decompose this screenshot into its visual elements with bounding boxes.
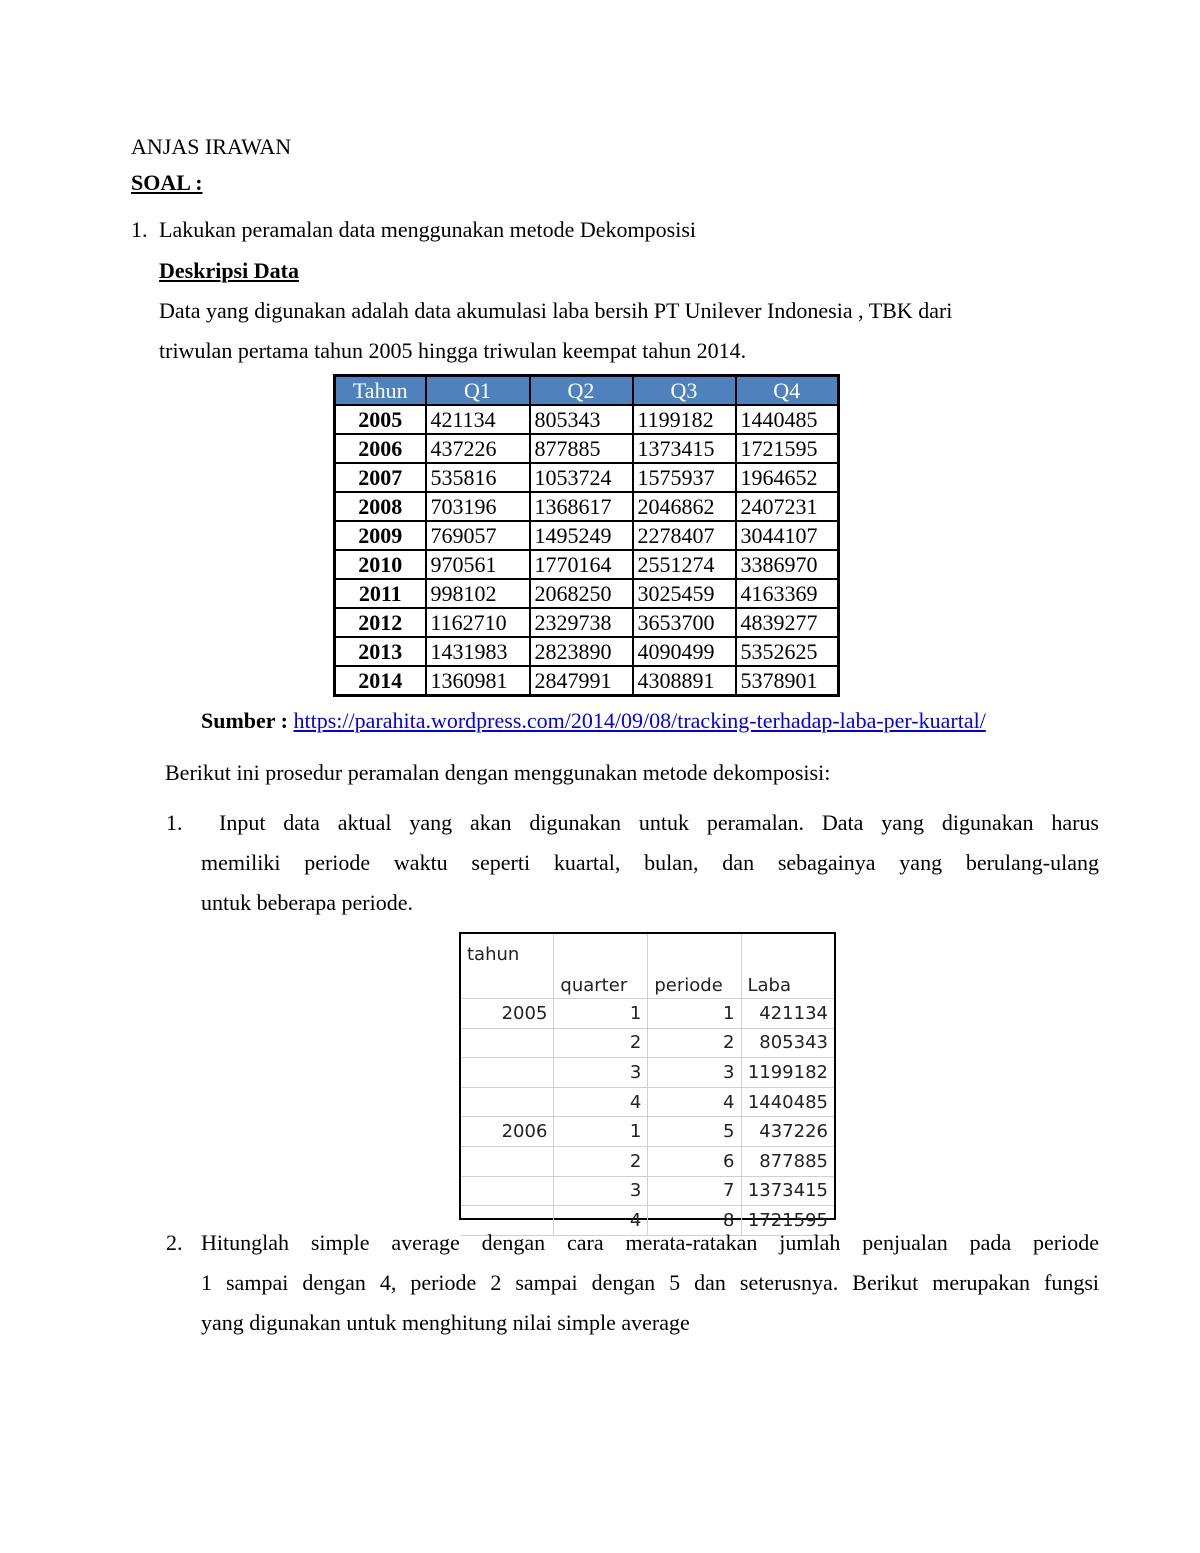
excel-cell: 805343 — [741, 1028, 834, 1058]
year-cell: 2013 — [335, 637, 426, 666]
table-row — [335, 608, 839, 637]
step-line: untuk beberapa periode. — [201, 890, 413, 915]
excel-cell: 6 — [648, 1146, 741, 1176]
table-row — [335, 463, 839, 492]
excel-row — [461, 1058, 834, 1088]
value-cell: 4308891 — [633, 666, 736, 696]
value-cell: 2068250 — [530, 579, 633, 608]
value-cell: 2278407 — [633, 521, 736, 550]
excel-cell: 1440485 — [741, 1087, 834, 1117]
excel-cell: 2 — [554, 1146, 648, 1176]
value-cell: 1770164 — [530, 550, 633, 579]
step-line: Hitunglah simple average dengan cara merata-ratakan jumlah penjualan pada periode — [201, 1230, 1099, 1255]
year-cell: 2007 — [335, 463, 426, 492]
excel-row — [461, 1117, 834, 1147]
excel-table — [461, 934, 834, 1236]
source-line — [201, 708, 986, 734]
value-cell: 3386970 — [736, 550, 839, 579]
header-cell: Q4 — [736, 376, 839, 406]
source-label: Sumber : — [201, 708, 288, 733]
excel-cell — [461, 1028, 554, 1058]
header-cell: Q2 — [530, 376, 633, 406]
excel-cell: 2005 — [461, 999, 554, 1029]
value-cell: 2551274 — [633, 550, 736, 579]
excel-cell: 5 — [648, 1117, 741, 1147]
excel-cell: 7 — [648, 1176, 741, 1206]
value-cell: 1199182 — [633, 405, 736, 434]
excel-cell — [461, 1146, 554, 1176]
profit-data-table — [333, 374, 840, 697]
excel-cell: 4 — [648, 1087, 741, 1117]
value-cell: 703196 — [426, 492, 530, 521]
value-cell: 805343 — [530, 405, 633, 434]
excel-screenshot — [459, 932, 836, 1231]
table-row — [335, 492, 839, 521]
excel-cell: 421134 — [741, 999, 834, 1029]
step-text — [201, 803, 1099, 923]
excel-cell: 437226 — [741, 1117, 834, 1147]
step-text — [201, 1223, 1099, 1343]
excel-cell: 2006 — [461, 1117, 554, 1147]
excel-cell: 3 — [648, 1058, 741, 1088]
year-cell: 2006 — [335, 434, 426, 463]
value-cell: 4839277 — [736, 608, 839, 637]
value-cell: 3044107 — [736, 521, 839, 550]
step-number: 1. — [166, 810, 183, 835]
value-cell: 1431983 — [426, 637, 530, 666]
value-cell: 2823890 — [530, 637, 633, 666]
excel-cell: 1 — [554, 999, 648, 1029]
table-row — [335, 666, 839, 696]
excel-cell: 1721595 — [741, 1206, 834, 1236]
value-cell: 998102 — [426, 579, 530, 608]
step-line: memiliki periode waktu seperti kuartal, bulan, dan sebagainya yang berulang-ulang — [201, 850, 1099, 875]
value-cell: 1440485 — [736, 405, 839, 434]
description-line: triwulan pertama tahun 2005 hingga triwulan keempat tahun 2014. — [159, 338, 747, 363]
excel-row — [461, 1028, 834, 1058]
value-cell: 1575937 — [633, 463, 736, 492]
value-cell: 1360981 — [426, 666, 530, 696]
year-cell: 2010 — [335, 550, 426, 579]
table-header-row — [335, 376, 839, 406]
header-cell: Q1 — [426, 376, 530, 406]
description-title: Deskripsi Data — [159, 258, 299, 283]
excel-cell: 1 — [648, 999, 741, 1029]
table-row — [335, 637, 839, 666]
excel-header-cell: Laba — [741, 934, 834, 999]
value-cell: 877885 — [530, 434, 633, 463]
year-cell: 2012 — [335, 608, 426, 637]
excel-cell — [461, 1176, 554, 1206]
year-cell: 2014 — [335, 666, 426, 696]
table-row — [335, 405, 839, 434]
excel-cell — [461, 1087, 554, 1117]
value-cell: 1368617 — [530, 492, 633, 521]
excel-cell: 1 — [554, 1117, 648, 1147]
value-cell: 437226 — [426, 434, 530, 463]
excel-header-cell: quarter — [554, 934, 648, 999]
excel-cell: 8 — [648, 1206, 741, 1236]
year-cell: 2009 — [335, 521, 426, 550]
value-cell: 970561 — [426, 550, 530, 579]
author-name: ANJAS IRAWAN — [131, 134, 292, 159]
table-row — [335, 579, 839, 608]
value-cell: 535816 — [426, 463, 530, 492]
excel-cell: 2 — [554, 1028, 648, 1058]
value-cell: 4163369 — [736, 579, 839, 608]
value-cell: 1495249 — [530, 521, 633, 550]
excel-cell: 877885 — [741, 1146, 834, 1176]
value-cell: 2329738 — [530, 608, 633, 637]
step-line: 1 sampai dengan 4, periode 2 sampai dengan 5 dan seterusnya. Berikut merupakan fungsi — [201, 1270, 1099, 1295]
excel-cell: 2 — [648, 1028, 741, 1058]
source-link[interactable]: https://parahita.wordpress.com/2014/09/08/tracking-terhadap-laba-per-kuartal/ — [293, 708, 986, 733]
excel-header-cell: tahun — [461, 934, 554, 999]
excel-cell: 3 — [554, 1176, 648, 1206]
excel-cell — [461, 1058, 554, 1088]
step-number: 2. — [166, 1230, 183, 1255]
value-cell: 1162710 — [426, 608, 530, 637]
excel-row — [461, 1087, 834, 1117]
value-cell: 1721595 — [736, 434, 839, 463]
excel-cell: 4 — [554, 1087, 648, 1117]
year-cell: 2005 — [335, 405, 426, 434]
question-number: 1. — [131, 217, 148, 242]
value-cell: 1373415 — [633, 434, 736, 463]
value-cell: 421134 — [426, 405, 530, 434]
excel-header-row — [461, 934, 834, 999]
procedure-intro: Berikut ini prosedur peramalan dengan menggunakan metode dekomposisi: — [165, 760, 831, 785]
value-cell: 5378901 — [736, 666, 839, 696]
excel-row — [461, 1146, 834, 1176]
step-line: Input data aktual yang akan digunakan untuk peramalan. Data yang digunakan harus — [219, 810, 1099, 835]
value-cell: 3025459 — [633, 579, 736, 608]
value-cell: 769057 — [426, 521, 530, 550]
value-cell: 5352625 — [736, 637, 839, 666]
step-line: yang digunakan untuk menghitung nilai simple average — [201, 1310, 690, 1335]
table-row — [335, 550, 839, 579]
value-cell: 4090499 — [633, 637, 736, 666]
value-cell: 2407231 — [736, 492, 839, 521]
table-row — [335, 434, 839, 463]
header-cell: Q3 — [633, 376, 736, 406]
section-heading: SOAL : — [131, 170, 203, 195]
description-line: Data yang digunakan adalah data akumulasi laba bersih PT Unilever Indonesia , TBK dari — [159, 298, 953, 323]
value-cell: 3653700 — [633, 608, 736, 637]
excel-cell: 3 — [554, 1058, 648, 1088]
excel-cell: 1199182 — [741, 1058, 834, 1088]
year-cell: 2011 — [335, 579, 426, 608]
value-cell: 1964652 — [736, 463, 839, 492]
year-cell: 2008 — [335, 492, 426, 521]
excel-row — [461, 1176, 834, 1206]
excel-header-cell: periode — [648, 934, 741, 999]
table-row — [335, 521, 839, 550]
value-cell: 2046862 — [633, 492, 736, 521]
value-cell: 1053724 — [530, 463, 633, 492]
value-cell: 2847991 — [530, 666, 633, 696]
excel-row — [461, 999, 834, 1029]
question-text: Lakukan peramalan data menggunakan metode Dekomposisi — [159, 217, 696, 242]
header-cell: Tahun — [335, 376, 426, 406]
excel-cell: 4 — [554, 1206, 648, 1236]
excel-cell: 1373415 — [741, 1176, 834, 1206]
